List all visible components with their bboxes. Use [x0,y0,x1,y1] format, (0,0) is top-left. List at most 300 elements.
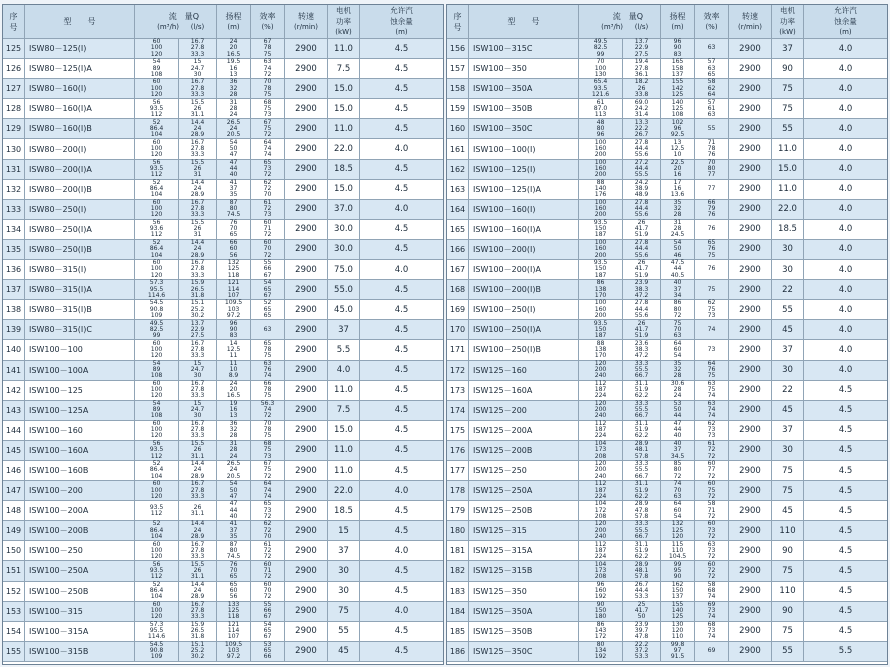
head-cell-value: 40 [673,440,682,448]
efficiency-cell-value: 60 [263,560,272,568]
speed-cell: 2900 [285,320,328,339]
flow-m3h-cell-value: 93.6 [149,225,164,233]
flow-ls-cell-value: 15.5 [190,98,205,106]
flow-ls-cell-value: 33.3 [190,50,205,58]
head-cell-value: 13 [229,412,238,420]
efficiency-cell-value: 72 [263,552,272,560]
model-cell: ISW100－100A [25,361,135,380]
flow-ls-cell-value: 27.8 [190,607,205,615]
table-row [447,340,887,360]
power-cell: 37 [328,541,360,560]
head-cell-value: 28 [673,386,682,394]
efficiency-cell-value: 75 [263,352,272,360]
flow-ls-cell-value: 15 [193,359,202,367]
power-cell: 22.0 [772,200,804,219]
head-cell [217,79,251,98]
head-cell-value: 96 [229,319,238,327]
power-cell: 11.0 [328,119,360,138]
head-cell-value: 142 [671,84,684,92]
flow-m3h-cell [579,481,623,500]
row-number: 146 [3,461,25,480]
head-cell-value: 97.2 [226,311,241,319]
power-cell: 37.0 [328,200,360,219]
flow-ls-cell-value: 15 [193,58,202,66]
flow-m3h-cell-value: 120 [150,352,163,360]
table-row [447,602,887,622]
head-cell-value: 125 [671,90,684,98]
table-row [447,481,887,501]
efficiency-cell-value: 75 [707,372,716,380]
speed-cell: 2900 [729,300,772,319]
efficiency-cell-value: 77 [707,466,716,474]
head-cell-value: 28 [673,225,682,233]
flow-ls-cell-value: 44.4 [634,245,649,253]
flow-ls-cell-value: 31.8 [190,291,205,299]
efficiency-cell-value: 70 [263,191,272,199]
power-cell: 30 [772,260,804,279]
flow-m3h-cell-value: 172 [594,633,607,641]
flow-ls-cell-value: 31.8 [190,633,205,641]
head-cell-value: 54 [673,239,682,247]
head-cell-value: 24 [229,38,238,46]
head-cell [661,260,695,279]
flow-m3h-cell-value: 150 [594,325,607,333]
flow-m3h-cell-value: 170 [594,352,607,360]
head-cell-value: 26.5 [226,460,241,468]
head-cell-value: 121 [227,620,240,628]
head-cell-value: 31 [673,219,682,227]
flow-ls-cell-value: 27.8 [190,546,205,554]
npsh-cell: 4.5 [394,445,409,456]
row-number: 169 [447,300,469,319]
npsh-cell: 4.5 [394,565,409,576]
efficiency-cell-value: 65 [263,285,272,293]
efficiency-cell-value: 60 [263,239,272,247]
efficiency-cell-value: 64 [263,480,272,488]
flow-m3h-cell-value: 56 [152,219,161,227]
flow-ls-cell [179,240,217,259]
model-cell: ISW80－125(I) [25,39,135,58]
table-row [447,320,887,340]
head-cell [661,622,695,641]
speed-cell: 2900 [729,59,772,78]
efficiency-cell [251,421,285,440]
row-number: 157 [447,59,469,78]
head-cell-value: 50 [229,144,238,152]
flow-m3h-cell-value: 100 [594,198,607,206]
flow-m3h-cell-value: 100 [150,265,163,273]
head-cell [661,59,695,78]
npsh-cell: 4.5 [394,505,409,516]
flow-ls-cell-value: 44.4 [634,165,649,172]
head-cell-value: 20.5 [226,131,241,139]
efficiency-cell [695,361,729,380]
flow-ls-cell-value: 30 [193,372,202,380]
head-cell-value: 32 [673,365,682,373]
head-cell [661,99,695,118]
table-row [3,622,443,642]
head-cell [661,501,695,520]
power-cell: 18.5 [328,501,360,520]
power-cell: 11.0 [328,461,360,480]
head-cell-value: 19.5 [226,58,241,66]
flow-m3h-cell [135,200,179,219]
flow-ls-cell-value: 28.9 [190,191,205,199]
flow-m3h-cell [135,39,179,58]
power-cell: 15.0 [328,180,360,199]
head-cell-value: 162 [671,580,684,588]
flow-m3h-cell-value: 240 [594,412,607,420]
efficiency-cell-value: 73 [707,432,716,440]
flow-ls-cell-value: 22.9 [634,44,649,52]
row-number: 159 [447,99,469,118]
efficiency-cell-value: 73 [707,627,716,635]
head-cell-value: 50 [229,486,238,494]
efficiency-cell-value: 67 [263,633,272,641]
flow-ls-cell [623,59,661,78]
npsh-cell: 4.5 [394,164,409,175]
model-cell: ISW100－315B [25,642,135,661]
efficiency-cell [695,119,729,138]
flow-ls-cell [623,39,661,58]
flow-ls-cell [179,99,217,118]
flow-m3h-cell-value: 104 [150,251,163,259]
flow-m3h-cell [579,401,623,420]
efficiency-cell-value: 72 [263,526,272,534]
table-row [447,501,887,521]
flow-ls-cell-value: 27.8 [190,426,205,434]
flow-ls-cell-value: 19.4 [634,58,649,66]
speed-cell: 2900 [729,39,772,58]
flow-m3h-cell-value: 200 [594,311,607,319]
flow-ls-cell-value: 15.5 [190,219,205,227]
efficiency-cell [251,59,285,78]
flow-ls-cell-value: 15.9 [190,279,205,287]
table-row [447,561,887,581]
row-number: 132 [3,180,25,199]
head-cell-value: 20 [229,44,238,52]
table-row [447,421,887,441]
efficiency-cell-value: 75 [707,285,716,293]
speed-cell: 2900 [285,541,328,560]
efficiency-cell-value: 60 [263,580,272,588]
flow-m3h-cell-value: 49.5 [593,38,608,46]
head-cell-value: 158 [671,64,684,72]
model-cell: ISW80－160(I)B [25,119,135,138]
flow-m3h-cell-value: 100 [150,546,163,554]
row-number: 128 [3,99,25,118]
flow-ls-cell [623,582,661,601]
model-cell: ISW100－250(I) [469,300,579,319]
efficiency-cell [695,340,729,359]
efficiency-cell-value: 72 [707,532,716,540]
head-cell-value: 56 [229,251,238,259]
head-cell-value: 107 [227,633,240,641]
power-cell: 7.5 [328,401,360,420]
flow-m3h-cell-value: 52 [152,460,161,468]
flow-ls-cell-value: 38.3 [634,285,649,293]
row-number: 142 [3,381,25,400]
speed-cell: 2900 [285,561,328,580]
efficiency-cell-value: 65 [263,158,272,166]
npsh-cell: 4.5 [838,465,853,476]
flow-ls-cell-value: 55.5 [634,365,649,373]
row-number: 171 [447,340,469,359]
npsh-cell: 4.5 [838,545,853,556]
npsh-cell: 4.5 [394,83,409,94]
flow-m3h-cell-value: 54 [152,399,161,407]
flow-ls-cell-value: 27.8 [190,84,205,92]
efficiency-cell-value: 68 [707,586,716,594]
npsh-cell: 4.5 [394,244,409,255]
model-cell: ISW100－315 [25,602,135,621]
flow-ls-cell [179,139,217,158]
head-cell-value: 40 [673,279,682,287]
flow-m3h-cell-value: 100 [150,144,163,152]
flow-m3h-cell [135,461,179,480]
flow-m3h-cell-value: 93.5 [593,259,608,267]
flow-ls-cell-value: 26 [637,319,646,327]
head-cell-value: 36 [229,420,238,428]
col-speed-header: 转速 (r/min) [285,5,328,38]
flow-m3h-cell-value: 120 [150,552,163,560]
col-speed-header: 转速 (r/min) [729,5,772,38]
row-number: 180 [447,521,469,540]
flow-ls-cell-value: 24 [193,185,202,193]
flow-ls-cell-value: 33.3 [190,211,205,219]
model-cell: ISW80－200(I)B [25,180,135,199]
efficiency-cell [695,300,729,319]
flow-ls-cell-value: 27.5 [634,50,649,58]
efficiency-cell [695,160,729,179]
table-row [447,461,887,481]
head-cell-value: 47 [673,420,682,428]
flow-m3h-cell-value: 104 [150,593,163,601]
efficiency-cell-value: 67 [263,291,272,299]
flow-m3h-cell [135,561,179,580]
table-row [447,521,887,541]
model-cell: ISW100－250 [25,541,135,560]
efficiency-cell-value: 75 [263,432,272,440]
npsh-cell: 4.5 [394,123,409,134]
flow-m3h-cell-value: 100 [150,205,163,213]
model-cell: ISW125－250 [469,461,579,480]
flow-m3h-cell [135,320,179,339]
head-cell-value: 13 [229,70,238,78]
flow-m3h-cell-value: 60 [152,420,161,428]
flow-ls-cell-value: 36.1 [634,70,649,78]
table-row [3,200,443,220]
flow-m3h-cell [135,220,179,239]
efficiency-cell [695,461,729,480]
efficiency-cell-value: 67 [263,613,272,621]
head-cell-value: 16 [673,185,682,193]
flow-ls-cell-value: 28.9 [190,532,205,540]
flow-m3h-cell [579,381,623,400]
head-cell-value: 64 [673,339,682,347]
speed-cell: 2900 [285,642,328,661]
efficiency-cell [251,39,285,58]
npsh-cell: 4.0 [838,224,853,235]
efficiency-cell-value: 75 [263,392,272,400]
efficiency-cell-value: 67 [263,271,272,279]
efficiency-cell [251,139,285,158]
table-row [447,139,887,159]
table-row [3,602,443,622]
flow-ls-cell-value: 27.8 [190,486,205,494]
efficiency-cell-value: 71 [263,566,272,574]
flow-m3h-cell [135,541,179,560]
flow-m3h-cell-value: 89 [152,64,161,72]
speed-cell: 2900 [285,39,328,58]
npsh-cell: 4.5 [394,324,409,335]
table-row [447,200,887,220]
efficiency-cell [251,200,285,219]
flow-ls-cell [179,220,217,239]
flow-m3h-cell-value: 187 [594,331,607,339]
efficiency-cell-value: 72 [263,251,272,259]
npsh-cell: 4.0 [838,304,853,315]
flow-ls-cell-value: 26 [193,104,202,112]
flow-m3h-cell-value: 80 [596,124,605,132]
power-cell: 30 [772,441,804,460]
head-cell [661,602,695,621]
speed-cell: 2900 [729,481,772,500]
flow-ls-cell-value: 33.3 [190,271,205,279]
head-cell-value: 32 [229,84,238,92]
head-cell-value: 92.5 [670,131,685,139]
flow-m3h-cell-value: 240 [594,532,607,540]
head-cell-value: 99.8 [670,641,685,649]
flow-m3h-cell-value: 120 [150,392,163,400]
speed-cell: 2900 [285,340,328,359]
flow-ls-cell-value: 23.9 [634,279,649,287]
model-cell: ISW125－160A [469,381,579,400]
flow-ls-cell-value: 66.7 [634,372,649,380]
efficiency-cell-value: 74 [263,486,272,494]
head-cell-value: 10 [673,151,682,159]
flow-ls-cell-value: 55.6 [634,151,649,159]
head-cell-value: 20.5 [226,472,241,480]
table-row [447,240,887,260]
model-cell: ISW80－250(I)B [25,240,135,259]
efficiency-cell-value: 74 [707,412,716,420]
head-cell-value: 72 [673,472,682,480]
flow-m3h-cell-value: 114.6 [147,633,166,641]
head-cell-value: 44 [229,506,238,514]
flow-ls-cell-value: 33.3 [634,520,649,528]
flow-ls-cell [623,642,661,661]
model-cell: ISW125－200A [469,421,579,440]
head-cell-value: 97 [673,647,682,655]
flow-ls-cell-value: 24.7 [190,365,205,373]
speed-cell: 2900 [729,622,772,641]
model-cell: ISW100－200B [25,521,135,540]
model-cell: ISW100－200 [25,481,135,500]
flow-m3h-cell-value: 82.5 [593,44,608,52]
table-row [447,180,887,200]
npsh-cell: 4.5 [394,405,409,416]
head-cell-value: 40 [673,432,682,440]
flow-m3h-cell [135,401,179,420]
flow-m3h-cell [135,421,179,440]
head-cell-value: 50 [673,245,682,253]
efficiency-cell-value: 60 [707,480,716,488]
flow-m3h-cell-value: 120 [150,613,163,621]
speed-cell: 2900 [285,461,328,480]
efficiency-cell-value: 65 [263,305,272,313]
flow-m3h-cell-value: 48 [596,118,605,126]
npsh-cell: 4.0 [838,103,853,114]
speed-cell: 2900 [729,139,772,158]
flow-m3h-cell-value: 60 [152,78,161,86]
flow-m3h-cell [135,602,179,621]
flow-m3h-cell-value: 60 [152,38,161,46]
flow-m3h-cell-value: 100 [594,239,607,247]
efficiency-cell-value: 78 [263,84,272,92]
speed-cell: 2900 [729,602,772,621]
speed-cell: 2900 [285,260,328,279]
efficiency-cell-value: 70 [263,78,272,86]
row-number: 133 [3,200,25,219]
power-cell: 5.5 [328,340,360,359]
head-cell-value: 70 [229,225,238,233]
col-npsh-header: 允许汽 蚀余量 (m) [834,6,857,36]
head-cell-value: 133 [227,600,240,608]
flow-ls-cell-value: 14.4 [190,178,205,186]
npsh-cell: 4.5 [394,184,409,195]
flow-ls-cell [179,541,217,560]
flow-m3h-cell-value: 52 [152,580,161,588]
flow-m3h-cell [135,280,179,299]
flow-m3h-cell-value: 240 [594,472,607,480]
head-cell-value: 109.5 [224,299,243,307]
efficiency-cell-value: 72 [263,205,272,213]
efficiency-cell-value: 74 [263,492,272,500]
flow-m3h-cell-value: 93.5 [149,446,164,454]
flow-m3h-cell-value: 120 [150,271,163,279]
efficiency-cell-value: 75 [263,466,272,474]
efficiency-cell-value: 73 [263,165,272,172]
flow-ls-cell-value: 38.9 [634,185,649,193]
flow-m3h-cell [135,642,179,661]
efficiency-cell-value: 69 [707,600,716,608]
power-cell: 4.0 [328,361,360,380]
flow-ls-cell-value: 26.7 [634,580,649,588]
power-cell: 45 [328,642,360,661]
model-cell: ISW125－200 [469,401,579,420]
head-cell [661,340,695,359]
efficiency-cell-value: 72 [263,546,272,554]
efficiency-cell-value: 64 [707,90,716,98]
head-cell [217,501,251,520]
flow-ls-cell [179,521,217,540]
head-cell-value: 31 [229,440,238,448]
col-head-header: 扬程 (m) [661,5,695,38]
head-cell-value: 31 [229,98,238,106]
row-number: 131 [3,160,25,179]
efficiency-cell-value: 67 [263,460,272,468]
flow-m3h-cell-value: 112 [594,379,607,387]
head-cell [661,401,695,420]
flow-m3h-cell-value: 121.6 [591,90,610,98]
flow-ls-cell-value: 33.3 [190,90,205,98]
npsh-cell: 4.0 [838,244,853,255]
head-cell [217,139,251,158]
flow-ls-cell-value: 51.9 [634,546,649,554]
head-cell-value: 60 [673,506,682,514]
flow-ls-cell [623,381,661,400]
